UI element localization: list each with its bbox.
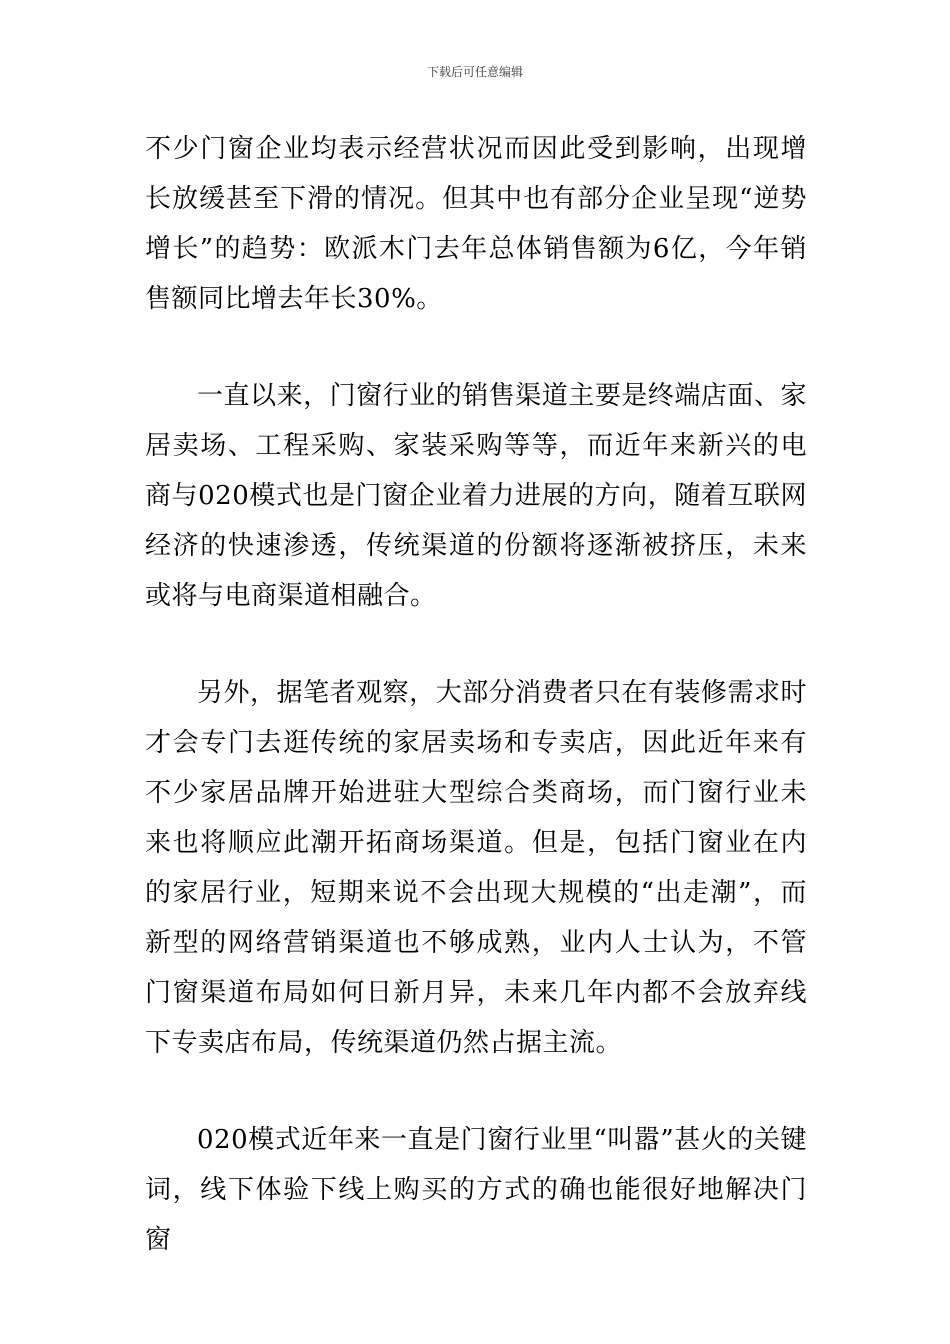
page-header: 下载后可任意编辑	[426, 65, 523, 79]
paragraph-2: 一直以来，门窗行业的销售渠道主要是终端店面、家居卖场、工程采购、家装采购等等，而近年来新兴的电商与020模式也是门窗企业着力进展的方向，随着互联网经济的快速渗透，传统渠道的份额将逐渐被挤压，未来或将与电商渠道相融合。	[145, 381, 807, 611]
paragraph-1: 不少门窗企业均表示经营状况而因此受到影响，出现增长放缓甚至下滑的情况。但其中也有部分企业呈现“逆势增长”的趋势：欧派木门去年总体销售额为6亿，今年销售额同比增去年长30%。	[145, 134, 807, 314]
paragraph-3: 另外，据笔者观察，大部分消费者只在有装修需求时才会专门去逛传统的家居卖场和专卖店，因此近年来有不少家居品牌开始进驻大型综合类商场，而门窗行业未来也将顺应此潮开拓商场渠道。但是，包括门窗业在内的家居行业，短期来说不会出现大规模的“出走潮”，而新型的网络营销渠道也不够成熟，业内人士认为，不管门窗渠道布局如何日新月异，未来几年内都不会放弃线下专卖店布局，传统渠道仍然占据主流。	[145, 678, 807, 1058]
document-body	[145, 124, 807, 1265]
paragraph-4: 020模式近年来一直是门窗行业里“叫嚣”甚火的关键词，线下体验下线上购买的方式的确也能很好地解决门窗	[145, 1125, 807, 1255]
